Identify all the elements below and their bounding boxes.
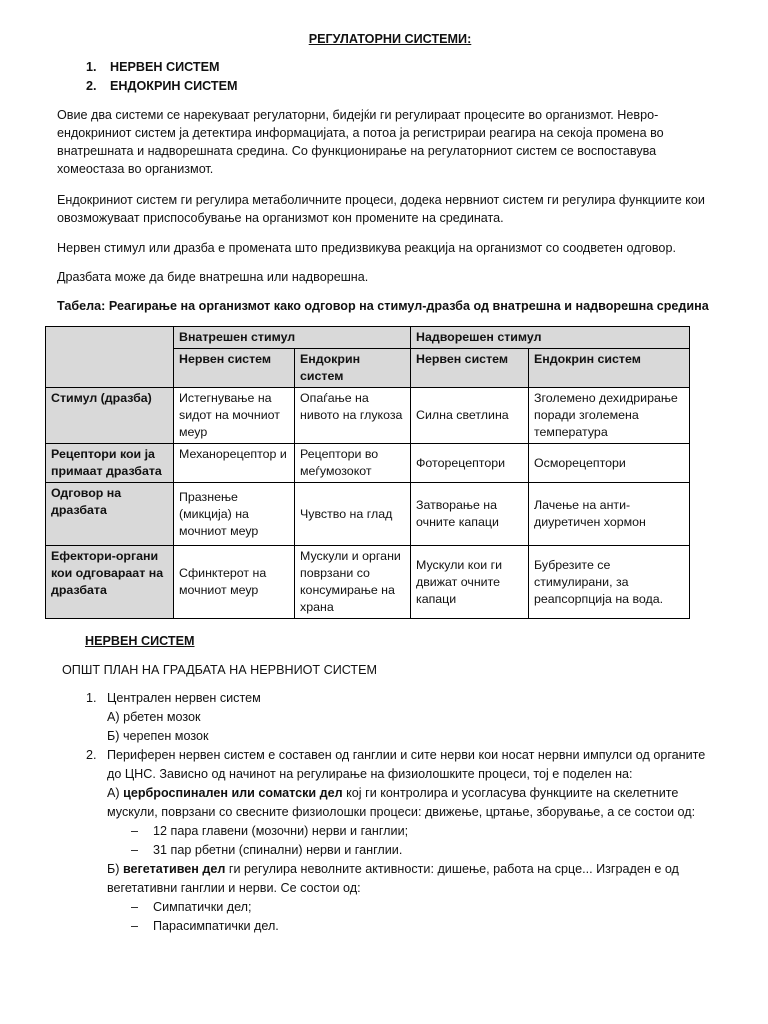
table-cell: Осморецептори [529,444,690,483]
table-cell: Сфинктерот на мочниот меур [174,546,295,619]
text-line: внатрешната и надворешната средина. Со функционирање на регулаторниот систем се воспоставува [57,144,657,158]
list-number: 2. [86,79,97,93]
table-header-row [46,327,690,349]
group-header-external: Надворешен стимул [411,327,690,349]
sub-header: Ендокрин систем [295,349,411,388]
text-line: хомеостаза во организмот. [57,162,214,176]
list-subitem [86,727,726,746]
list-text: А) рбетен мозок [107,710,201,724]
list-text [107,784,678,802]
table-cell: Лачење на анти-диуретичен хормон [529,483,690,546]
dash-item [86,822,726,841]
dash-bullet: – [131,843,139,857]
list-text: Парасимпатички дел. [153,919,279,933]
table-cell: Рецептори во меѓумозокот [295,444,411,483]
list-text: до ЦНС. Зависно од начинот на регулирање на физиолошките процеси, тој е поделен на: [107,767,633,781]
table-row [46,546,690,619]
paragraph-stimulus: Нервен стимул или дразба е промената што предизвикува реакција на организмот со соодветен одговор. [57,241,676,255]
list-text: вегетативни ганглии и нерви. Се состои од: [107,881,361,895]
dash-item [86,898,726,917]
list-text: НЕРВЕН СИСТЕМ [110,60,220,74]
table-cell: Затворање на очните капаци [411,483,529,546]
table-cell: Мускули и органи поврзани со консумирање на храна [295,546,411,619]
dash-bullet: – [131,919,139,933]
sub-header: Нервен систем [411,349,529,388]
text-line: Ендокриниот систем ги регулира метаболичните процеси, додека нервниот систем ги регулира функциите кои [57,193,705,207]
system-list [86,58,238,96]
list-continuation [86,803,726,822]
list-item [86,77,238,96]
list-text: мускули, поврзани со свесните физиолошки процеси: движење, цртање, зборување, а се состои од: [107,805,696,819]
list-continuation [86,879,726,898]
table-cell: Зголемено дехидрирање поради зголемена температура [529,388,690,444]
list-text [107,860,679,878]
list-item [86,689,726,708]
list-number: 1. [86,691,97,705]
dash-item [86,917,726,936]
rest: кој ги контролира и усогласува функциите на скелетните [342,786,679,800]
rest: ги регулира неволните активности: дишење, работа на срце... Изграден е од [225,862,679,876]
table-cell: Силна светлина [411,388,529,444]
list-number: 1. [86,60,97,74]
list-item [86,746,726,765]
paragraph-regulatory [57,106,729,178]
row-header: Одговор на дразбата [46,483,174,546]
table-cell: Празнење (микција) на мочниот меур [174,483,295,546]
table-cell: Чувство на глад [295,483,411,546]
row-header: Стимул (дразба) [46,388,174,444]
corner-cell [46,327,174,388]
list-text: Симпатички дел; [153,900,252,914]
list-text: Периферен нервен систем е составен од ганглии и сите нерви кои носат нервни импулси од органите [107,748,706,762]
stimulus-response-table [45,326,690,619]
prefix: А) [107,786,124,800]
paragraph-endocrine [57,191,729,227]
list-subitem [86,708,726,727]
paragraph-stimulus-type: Дразбата може да биде внатрешна или надворешна. [57,270,369,284]
table-cell: Фоторецептори [411,444,529,483]
group-header-internal: Внатрешен стимул [174,327,411,349]
table-row [46,388,690,444]
emphasis: церброспинален или соматски дел [123,786,343,800]
section-subtitle: ОПШТ ПЛАН НА ГРАДБАТА НА НЕРВНИОТ СИСТЕМ [62,663,378,677]
table-cell: Опаѓање на нивото на глукоза [295,388,411,444]
list-text: Б) черепен мозок [107,729,209,743]
table-cell: Механорецептор и [174,444,295,483]
table-row [46,444,690,483]
list-text: 12 пара главени (мозочни) нерви и ганглии; [153,824,409,838]
nervous-system-outline [86,689,726,936]
dash-bullet: – [131,900,139,914]
list-subitem [86,860,726,879]
row-header: Рецептори кои ја примаат дразбата [46,444,174,483]
table-cell: Истегнување на ѕидот на мочниот меур [174,388,295,444]
text-line: овозможуваат приспособување на организмот кон промените на средината. [57,211,504,225]
section-title: НЕРВЕН СИСТЕМ [85,634,195,648]
sub-header: Нервен систем [174,349,295,388]
page-title: РЕГУЛАТОРНИ СИСТЕМИ: [308,32,472,46]
table-cell: Мускули кои ги движат очните капаци [411,546,529,619]
list-text: Централен нервен систем [107,691,261,705]
table-caption: Табела: Реагирање на организмот како одговор на стимул-дразба од внатрешна и надворешна средина [57,299,709,313]
emphasis: вегетативен дел [122,862,226,876]
table-row [46,483,690,546]
text-line: Овие два системи се нарекуваат регулаторни, бидејќи ги регулираат процесите во организмот. Невро- [57,108,659,122]
sub-header: Ендокрин систем [529,349,690,388]
table-cell: Бубрезите се стимулирани, за реапсорпција на вода. [529,546,690,619]
dash-bullet: – [131,824,139,838]
row-header: Ефектори-органи кои одговараат на дразбата [46,546,174,619]
text-line: ендокриниот систем ја детектира информацијата, а потоа ја регистрираи реагира на секоја промена во [57,126,664,140]
list-continuation [86,765,726,784]
prefix: Б) [107,862,123,876]
list-item [86,58,238,77]
list-number: 2. [86,748,97,762]
list-subitem [86,784,726,803]
dash-item [86,841,726,860]
list-text: 31 пар рбетни (спинални) нерви и ганглии. [153,843,403,857]
list-text: ЕНДОКРИН СИСТЕМ [110,79,238,93]
